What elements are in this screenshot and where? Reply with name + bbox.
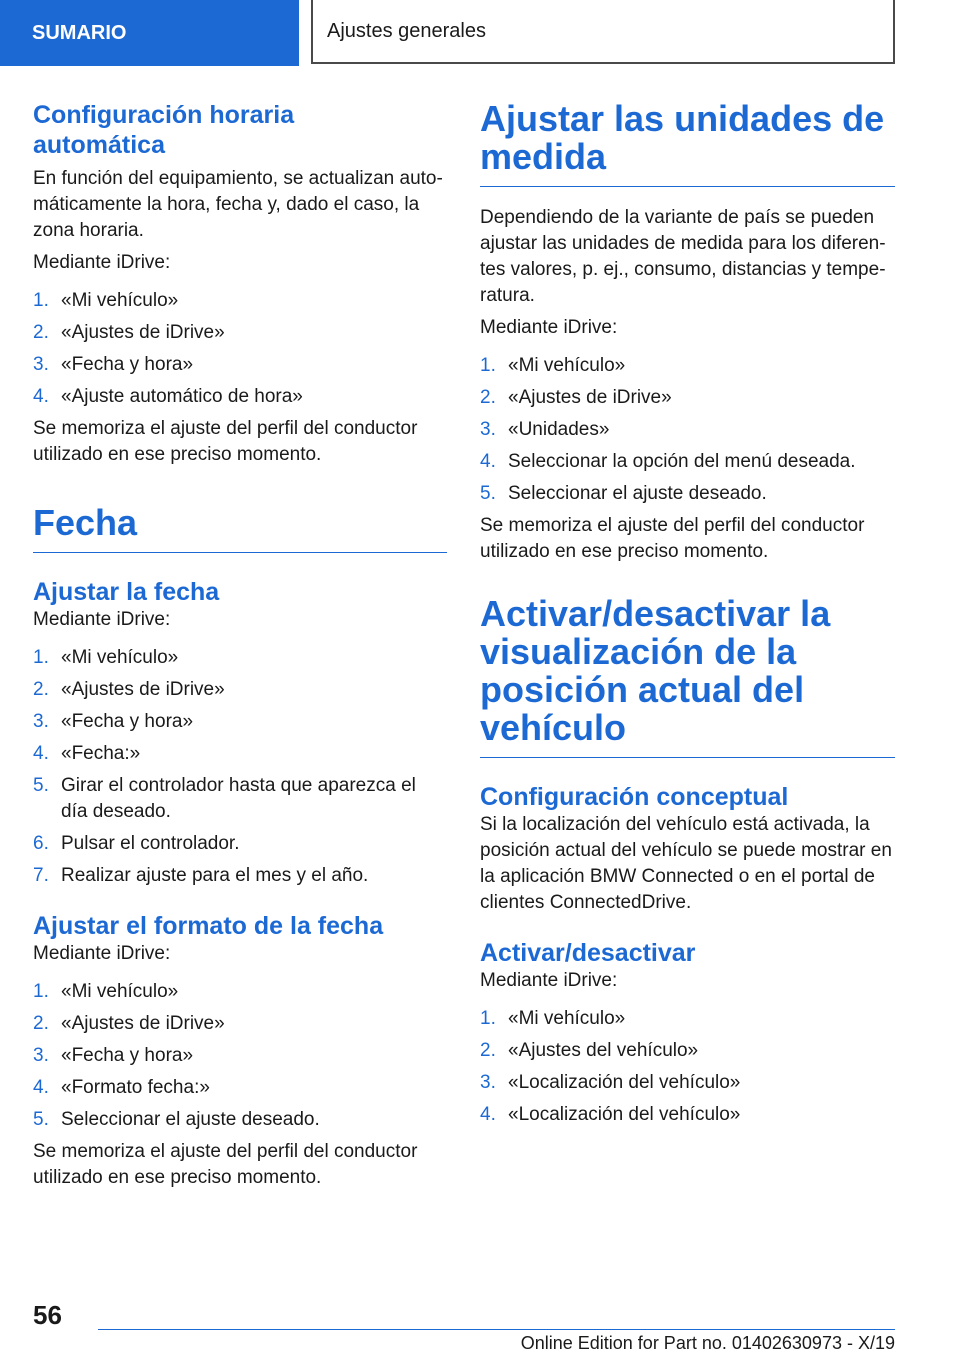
list-item: 3. «Localización del vehículo» [480,1072,741,1093]
position-heading: Activar/desactivar la visualización de la posición actual del vehículo [480,595,895,758]
footer-divider [98,1329,895,1330]
list-item: 1. «Mi vehículo» [33,290,179,311]
list-item: 4. «Localización del vehículo» [480,1104,741,1125]
list-item: 2. «Ajustes de iDrive» [480,387,672,408]
toggle-via: Mediante iDrive: [480,970,618,991]
set-date-steps [33,645,447,889]
date-format-steps [33,979,447,1133]
set-date-via: Mediante iDrive: [33,609,171,630]
page-header [0,0,960,66]
sumario-tab[interactable]: SUMARIO [0,0,299,66]
list-item: 4. Seleccionar la opción del menú deseada. [480,451,856,472]
list-item: 2. «Ajustes de iDrive» [33,322,225,343]
units-heading: Ajustar las unidades de medida [480,100,895,187]
auto-time-via: Mediante iDrive: [33,252,171,273]
list-item: 4. «Formato fecha:» [33,1077,210,1098]
auto-time-steps [33,288,447,410]
list-item: 5. Girar el controlador hasta que aparezca el día deseado. [33,775,416,822]
list-item: 5. Seleccionar el ajuste deseado. [480,483,767,504]
list-item: 7. Realizar ajuste para el mes y el año. [33,865,369,886]
list-item: 2. «Ajustes de iDrive» [33,679,225,700]
concept-text: Si la localización del vehículo está activada, la posición actual del vehículo se puede mostrar en la aplicación BMW Connected o en el portal de clientes ConnectedDrive. [480,814,892,913]
list-item: 2. «Ajustes de iDrive» [33,1013,225,1034]
list-item: 3. «Fecha y hora» [33,354,194,375]
list-item: 5. Seleccionar el ajuste deseado. [33,1109,320,1130]
concept-heading: Configuración conceptual [480,783,789,811]
list-item: 4. «Fecha:» [33,743,141,764]
list-item: 6. Pulsar el controlador. [33,833,240,854]
auto-time-text: En función del equipamiento, se actualizan automáticamente la hora, fecha y, dado el caso, la zona horaria. [33,168,443,241]
toggle-heading: Activar/desactivar [480,939,696,967]
edition-footer: Online Edition for Part no. 01402630973 - X/19 [520,1333,895,1353]
page-number: 56 [33,1300,62,1330]
set-date-heading: Ajustar la fecha [33,578,220,606]
units-steps [480,353,895,507]
auto-time-note: Se memoriza el ajuste del perfil del conductor utilizado en ese preciso momento. [33,418,418,465]
list-item: 1. «Mi vehículo» [480,1008,626,1029]
list-item: 3. «Fecha y hora» [33,711,194,732]
list-item: 1. «Mi vehículo» [33,981,179,1002]
date-format-via: Mediante iDrive: [33,943,171,964]
right-column [480,100,895,1134]
fecha-heading: Fecha [33,504,447,553]
units-note: Se memoriza el ajuste del perfil del conductor utilizado en ese preciso momento. [480,515,865,562]
date-format-note: Se memoriza el ajuste del perfil del conductor utilizado en ese preciso momento. [33,1141,418,1188]
list-item: 1. «Mi vehículo» [480,355,626,376]
list-item: 4. «Ajuste automático de hora» [33,386,303,407]
units-via: Mediante iDrive: [480,317,618,338]
toggle-steps [480,1006,895,1128]
list-item: 2. «Ajustes del vehículo» [480,1040,699,1061]
list-item: 3. «Fecha y hora» [33,1045,194,1066]
list-item: 3. «Unidades» [480,419,610,440]
list-item: 1. «Mi vehículo» [33,647,179,668]
date-format-heading: Ajustar el formato de la fecha [33,912,384,940]
auto-time-heading: Configuración horaria automática [33,101,295,159]
units-text: Dependiendo de la variante de país se pueden ajustar las unidades de medida para los diferentes valores, p. ej., consumo, distancias y temperatura. [480,207,886,306]
section-title-tab[interactable]: Ajustes generales [311,0,895,64]
left-column [33,100,447,1191]
